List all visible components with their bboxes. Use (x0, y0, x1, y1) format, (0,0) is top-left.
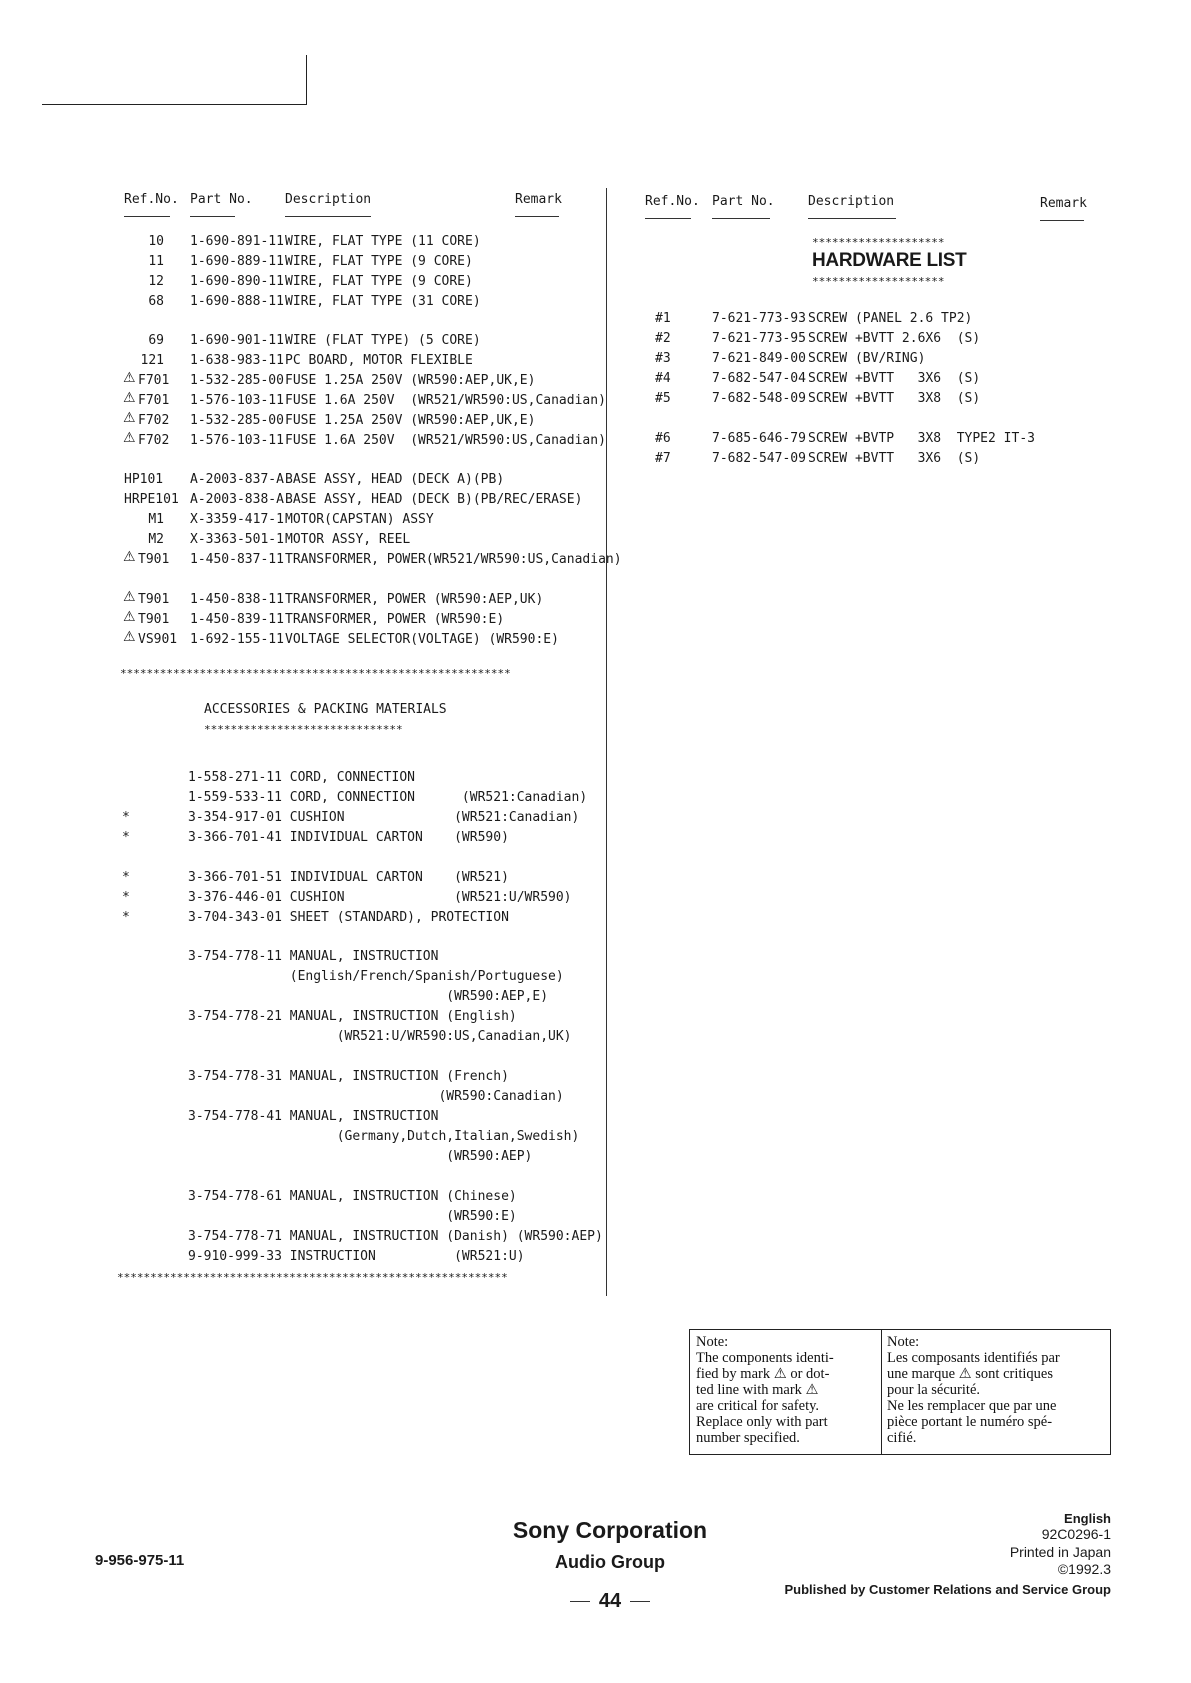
ref-number: VS901 (138, 632, 178, 647)
part-number: A-2003-837-A (190, 472, 284, 487)
note-french-line: une marque ⚠ sont critiques (887, 1366, 1054, 1382)
part-description: FUSE 1.25A 250V (WR590:AEP,UK,E) (285, 373, 536, 388)
crop-mark-vertical (306, 55, 307, 105)
ref-number: F701 (138, 373, 170, 388)
hardware-part-number: 7-621-849-00 (712, 351, 806, 366)
part-description: WIRE (FLAT TYPE) (5 CORE) (285, 333, 481, 348)
hardware-description: SCREW (PANEL 2.6 TP2) (808, 311, 973, 326)
col-ref-label: Ref.No. (124, 192, 179, 207)
safety-mark-icon: ⚠ (123, 609, 136, 625)
hardware-description: SCREW +BVTT 2.6X6 (S) (808, 331, 981, 346)
accessory-item: (WR590:AEP,E) (188, 989, 549, 1004)
part-number: 1-638-983-11 (190, 353, 284, 368)
hardware-part-number: 7-682-548-09 (712, 391, 806, 406)
accessory-item: 3-754-778-71 MANUAL, INSTRUCTION (Danish) (WR590:AEP) (188, 1229, 603, 1244)
hardware-ref: #4 (655, 371, 671, 386)
safety-star-mark: * (122, 870, 130, 885)
ref-number: 10 (148, 234, 164, 249)
safety-mark-icon: ⚠ (123, 390, 136, 406)
accessory-item: 9-910-999-33 INSTRUCTION (WR521:U) (188, 1249, 525, 1264)
ref-number: T901 (138, 612, 170, 627)
ref-number: M1 (148, 512, 164, 527)
document-number: 9-956-975-11 (95, 1552, 185, 1569)
hardware-description: SCREW +BVTT 3X8 (S) (808, 391, 981, 406)
part-description: TRANSFORMER, POWER (WR590:AEP,UK) (285, 592, 544, 607)
note-box (689, 1329, 1111, 1455)
part-number: 1-690-891-11 (190, 234, 284, 249)
part-number: 1-532-285-00 (190, 413, 284, 428)
company-name: Sony Corporation (512, 1517, 708, 1543)
note-english-line: are critical for safety. (696, 1398, 820, 1414)
safety-mark-icon: ⚠ (123, 410, 136, 426)
ref-number: HP101 (124, 472, 164, 487)
hardware-description: SCREW +BVTT 3X6 (S) (808, 451, 981, 466)
col-desc-label: Description (285, 192, 372, 207)
safety-star-mark: * (122, 830, 130, 845)
note-english-line: Replace only with part (696, 1414, 828, 1430)
col-part-label-right: Part No. (712, 194, 775, 209)
part-description: WIRE, FLAT TYPE (11 CORE) (285, 234, 481, 249)
accessory-item: 3-354-917-01 CUSHION (WR521:Canadian) (188, 810, 580, 825)
printed-in: Printed in Japan (1009, 1544, 1111, 1560)
accessory-item: (WR590:E) (188, 1209, 517, 1224)
accessories-stars: ****************************** (204, 723, 403, 736)
ref-number: F702 (138, 413, 170, 428)
accessory-item: 1-559-533-11 CORD, CONNECTION (WR521:Canadian) (188, 790, 588, 805)
note-french-line: pour la sécurité. (887, 1382, 981, 1398)
ref-number: HRPE101 (124, 492, 179, 507)
part-number: A-2003-838-A (190, 492, 284, 507)
hardware-ref: #5 (655, 391, 671, 406)
col-desc-label-right: Description (808, 194, 895, 209)
part-description: TRANSFORMER, POWER (WR590:E) (285, 612, 505, 627)
col-part-label: Part No. (190, 192, 253, 207)
page-number-block (570, 1590, 650, 1613)
date: ©1992.3 (1057, 1561, 1111, 1577)
note-french-line: Les composants identifiés par (887, 1350, 1060, 1366)
col-ref-label-right: Ref.No. (645, 194, 700, 209)
part-number: X-3363-501-1 (190, 532, 284, 547)
part-description: MOTOR(CAPSTAN) ASSY (285, 512, 434, 527)
part-number: 1-692-155-11 (190, 632, 284, 647)
accessory-item: 3-704-343-01 SHEET (STANDARD), PROTECTION (188, 910, 509, 925)
note-english-line: number specified. (696, 1430, 800, 1446)
part-number: 1-576-103-11 (190, 433, 284, 448)
part-number: X-3359-417-1 (190, 512, 284, 527)
note-french-line: Ne les remplacer que par une (887, 1398, 1057, 1414)
crop-mark (42, 104, 307, 105)
accessory-item: 1-558-271-11 CORD, CONNECTION (188, 770, 415, 785)
column-divider (606, 188, 607, 1296)
hardware-description: SCREW (BV/RING) (808, 351, 926, 366)
ref-number: F701 (138, 393, 170, 408)
accessory-item: 3-754-778-11 MANUAL, INSTRUCTION (188, 949, 439, 964)
hardware-part-number: 7-621-773-95 (712, 331, 806, 346)
accessory-item: (WR590:Canadian) (188, 1089, 564, 1104)
accessory-item: 3-376-446-01 CUSHION (WR521:U/WR590) (188, 890, 572, 905)
ref-number: T901 (138, 592, 170, 607)
part-description: FUSE 1.25A 250V (WR590:AEP,UK,E) (285, 413, 536, 428)
accessory-item: 3-754-778-21 MANUAL, INSTRUCTION (English) (188, 1009, 517, 1024)
col-remark-label-right: Remark (1040, 196, 1087, 211)
ref-number: 68 (148, 294, 164, 309)
part-description: FUSE 1.6A 250V (WR521/WR590:US,Canadian) (285, 433, 606, 448)
ref-number: 69 (148, 333, 164, 348)
page-number: 44 (598, 1590, 622, 1612)
part-description: WIRE, FLAT TYPE (9 CORE) (285, 274, 473, 289)
accessory-item: 3-754-778-61 MANUAL, INSTRUCTION (Chinese) (188, 1189, 517, 1204)
accessory-item: (Germany,Dutch,Italian,Swedish) (188, 1129, 580, 1144)
part-number: 1-450-838-11 (190, 592, 284, 607)
ref-number: 121 (140, 353, 164, 368)
hardware-ref: #7 (655, 451, 671, 466)
safety-star-mark: * (122, 890, 130, 905)
hardware-ref: #6 (655, 431, 671, 446)
part-description: PC BOARD, MOTOR FLEXIBLE (285, 353, 473, 368)
note-french-title: Note: (887, 1334, 920, 1350)
separator-stars: *********************************************************** (120, 667, 511, 680)
safety-star-mark: * (122, 910, 130, 925)
group-name: Audio Group (555, 1552, 665, 1572)
accessory-item: 3-366-701-51 INDIVIDUAL CARTON (WR521) (188, 870, 509, 885)
hardware-title: HARDWARE LIST (812, 250, 967, 271)
note-english (696, 1334, 876, 1446)
col-remark-label: Remark (515, 192, 562, 207)
publisher: Published by Customer Relations and Service Group (784, 1582, 1111, 1597)
hardware-description: SCREW +BVTT 3X6 (S) (808, 371, 981, 386)
note-english-line: fied by mark ⚠ or dot- (696, 1366, 830, 1382)
safety-mark-icon: ⚠ (123, 629, 136, 645)
note-french-line: cifié. (887, 1430, 917, 1446)
hardware-ref: #2 (655, 331, 671, 346)
ref-number: 12 (148, 274, 164, 289)
part-number: 1-450-839-11 (190, 612, 284, 627)
accessory-item: (WR521:U/WR590:US,Canadian,UK) (188, 1029, 572, 1044)
part-description: MOTOR ASSY, REEL (285, 532, 411, 547)
hardware-part-number: 7-682-547-09 (712, 451, 806, 466)
safety-star-mark: * (122, 810, 130, 825)
separator-stars-bottom: *********************************************************** (117, 1271, 508, 1284)
ref-number: T901 (138, 552, 170, 567)
safety-mark-icon: ⚠ (123, 430, 136, 446)
safety-mark-icon: ⚠ (123, 589, 136, 605)
ref-number: 11 (148, 254, 164, 269)
hardware-stars-top: ******************** (812, 236, 945, 249)
note-english-line: ted line with mark ⚠ (696, 1382, 819, 1398)
part-number: 1-690-901-11 (190, 333, 284, 348)
part-description: FUSE 1.6A 250V (WR521/WR590:US,Canadian) (285, 393, 606, 408)
part-number: 1-450-837-11 (190, 552, 284, 567)
safety-mark-icon: ⚠ (123, 549, 136, 565)
hardware-part-number: 7-682-547-04 (712, 371, 806, 386)
note-english-title: Note: (696, 1334, 729, 1350)
accessory-item: (WR590:AEP) (188, 1149, 533, 1164)
hardware-stars-bottom: ******************** (812, 275, 945, 288)
part-number: 1-532-285-00 (190, 373, 284, 388)
part-description: TRANSFORMER, POWER(WR521/WR590:US,Canadian) (285, 552, 622, 567)
hardware-part-number: 7-685-646-79 (712, 431, 806, 446)
accessory-item: (English/French/Spanish/Portuguese) (188, 969, 564, 984)
note-french (887, 1334, 1107, 1446)
hardware-description: SCREW +BVTP 3X8 TYPE2 IT-3 (808, 431, 1035, 446)
accessory-item: 3-754-778-41 MANUAL, INSTRUCTION (188, 1109, 439, 1124)
accessory-item: 3-754-778-31 MANUAL, INSTRUCTION (French) (188, 1069, 509, 1084)
safety-mark-icon: ⚠ (123, 370, 136, 386)
part-description: BASE ASSY, HEAD (DECK B)(PB/REC/ERASE) (285, 492, 583, 507)
language: English (1064, 1511, 1111, 1526)
hardware-ref: #3 (655, 351, 671, 366)
part-number: 1-690-888-11 (190, 294, 284, 309)
part-description: WIRE, FLAT TYPE (9 CORE) (285, 254, 473, 269)
part-description: WIRE, FLAT TYPE (31 CORE) (285, 294, 481, 309)
part-description: VOLTAGE SELECTOR(VOLTAGE) (WR590:E) (285, 632, 559, 647)
hardware-part-number: 7-621-773-93 (712, 311, 806, 326)
part-number: 1-690-890-11 (190, 274, 284, 289)
ref-number: M2 (148, 532, 164, 547)
part-number: 1-576-103-11 (190, 393, 284, 408)
accessories-title: ACCESSORIES & PACKING MATERIALS (204, 702, 447, 717)
part-number: 1-690-889-11 (190, 254, 284, 269)
note-french-line: pièce portant le numéro spé- (887, 1414, 1053, 1430)
part-description: BASE ASSY, HEAD (DECK A)(PB) (285, 472, 505, 487)
hardware-ref: #1 (655, 311, 671, 326)
ref-number: F702 (138, 433, 170, 448)
accessory-item: 3-366-701-41 INDIVIDUAL CARTON (WR590) (188, 830, 509, 845)
code: 92C0296-1 (1041, 1526, 1111, 1542)
note-english-line: The components identi- (696, 1350, 834, 1366)
